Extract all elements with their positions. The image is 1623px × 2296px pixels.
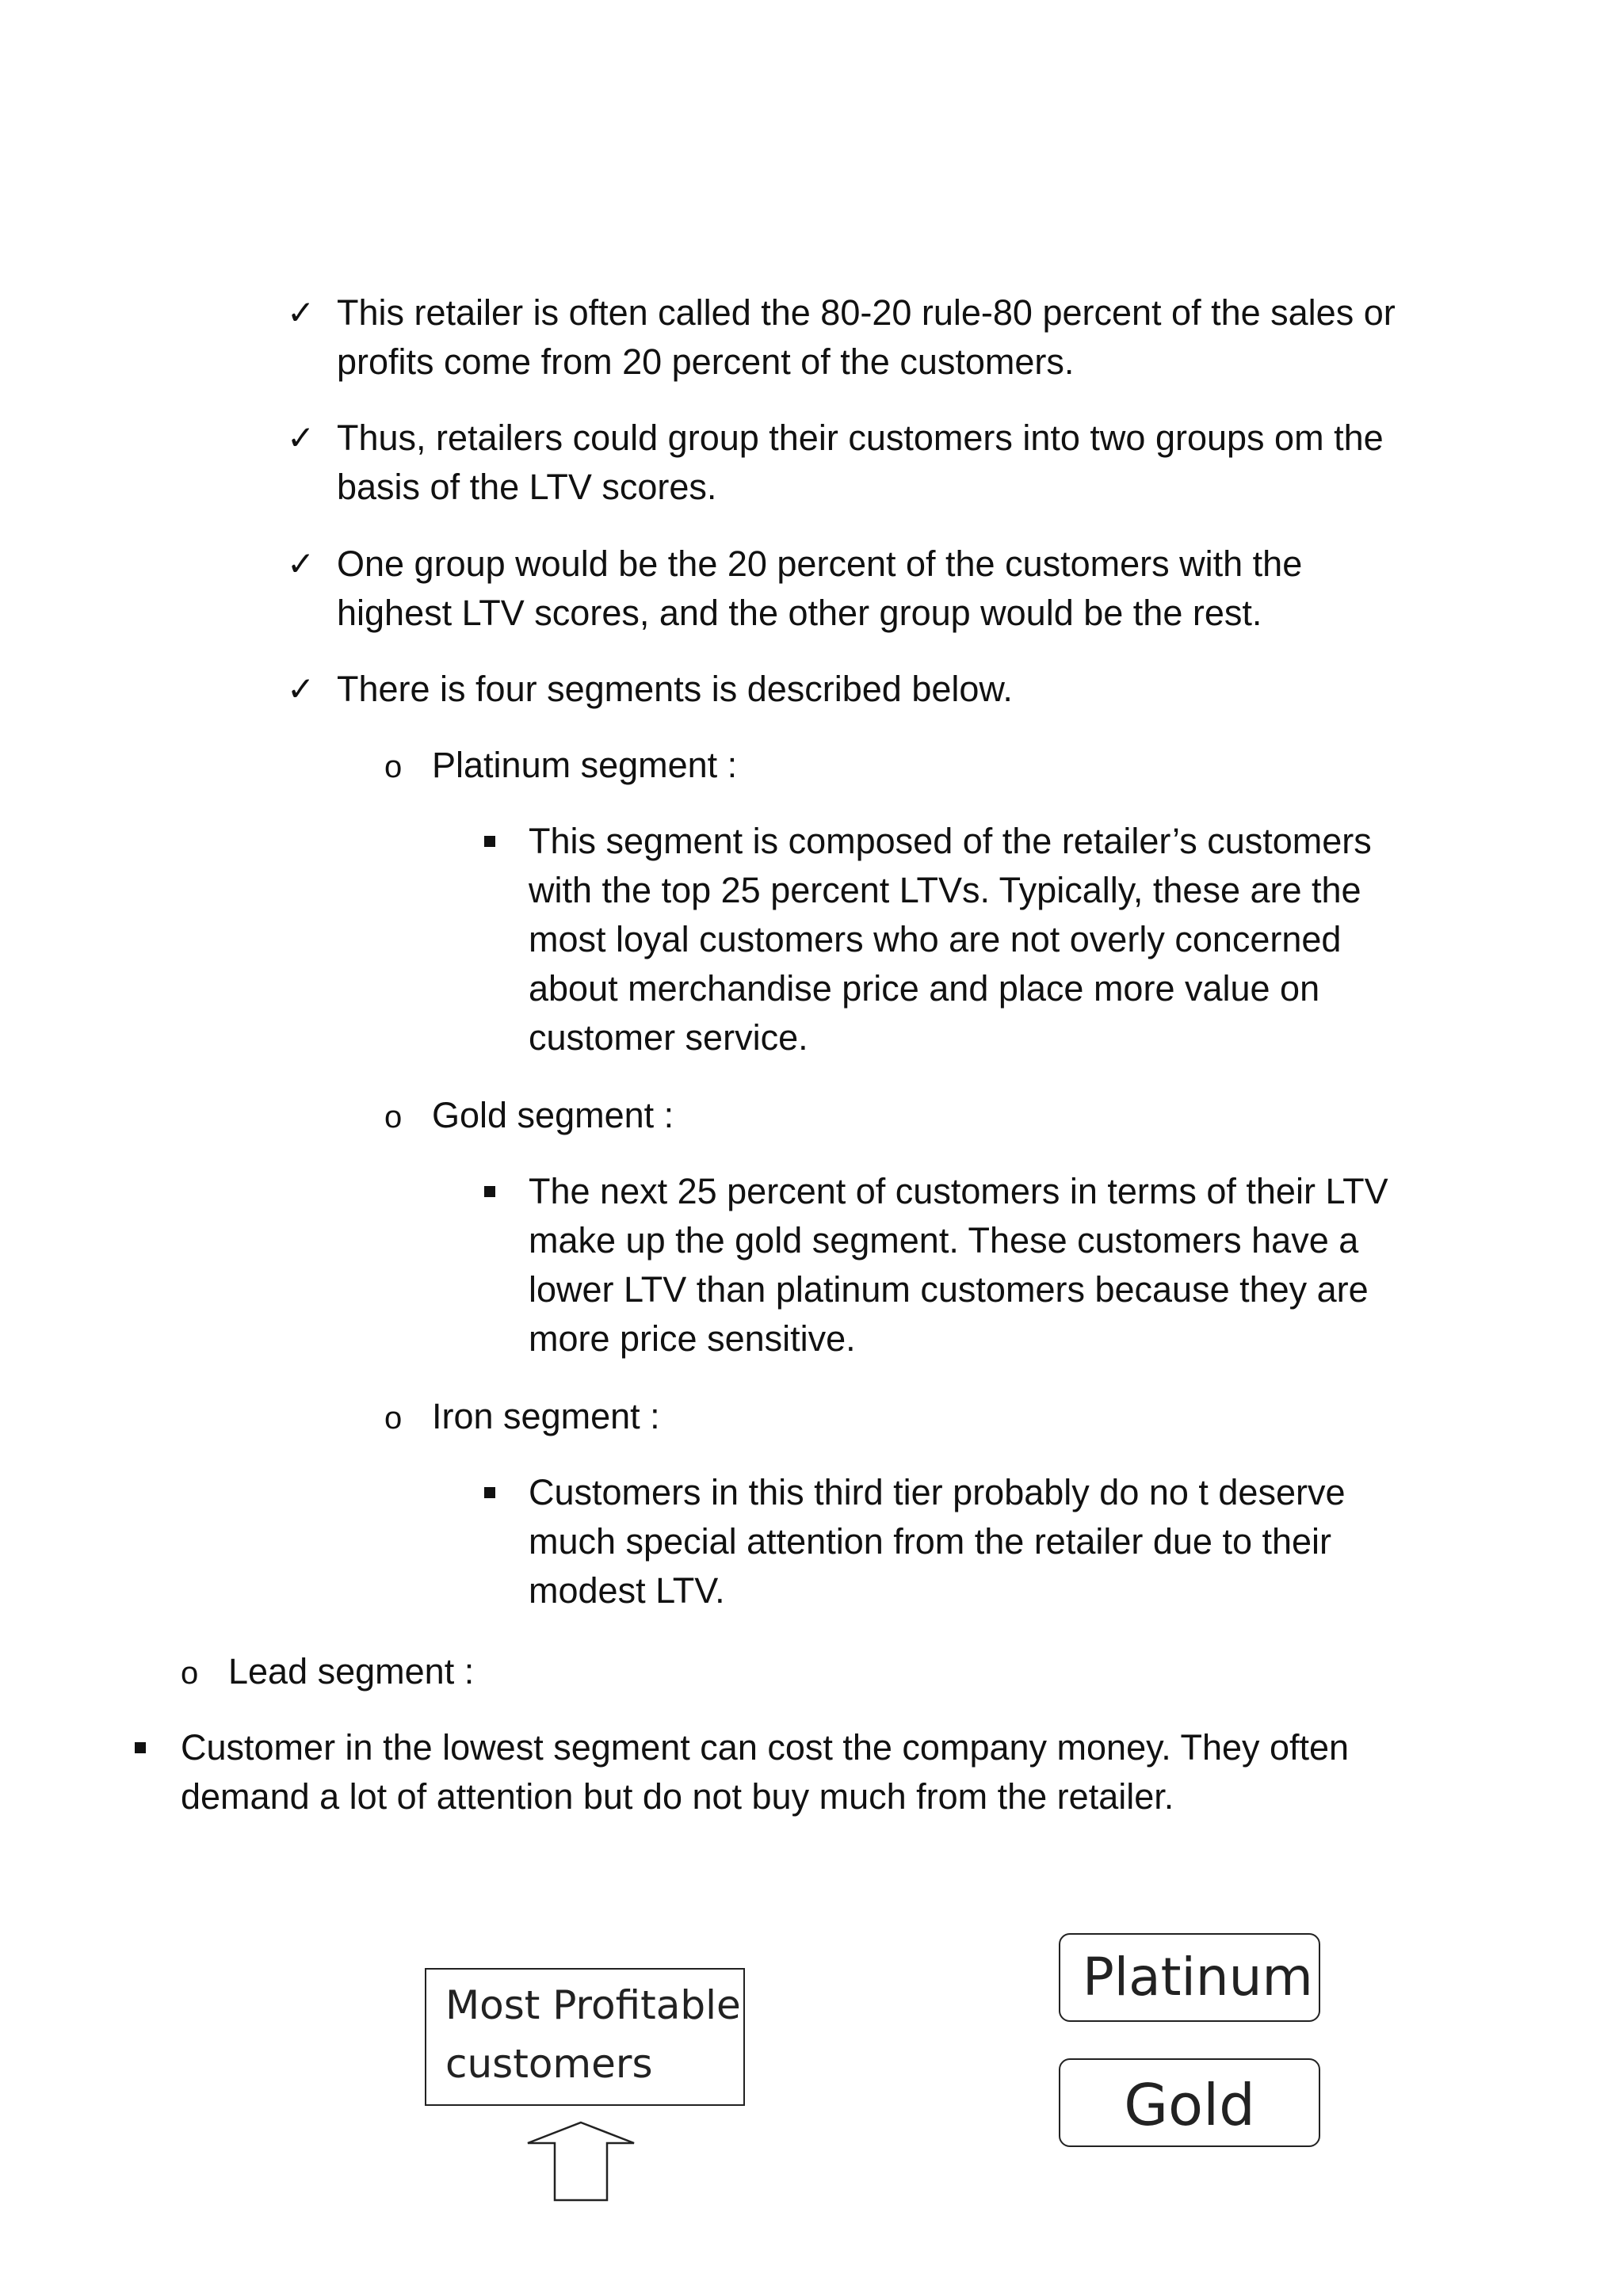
circle-bullet-icon: o [384,1401,403,1436]
check-icon: ✓ [287,293,315,332]
check-icon: ✓ [287,418,315,457]
segment-heading-gold: Gold segment : [432,1095,674,1135]
segment-desc-gold: The next 25 percent of customers in terms of their LTV make up the gold segment. These customers have a lower LTV than platinum customers because they are more price sensitive. [529,1171,1388,1359]
square-bullet-icon [135,1742,146,1753]
bullet-text-1: This retailer is often called the 80-20 rule-80 percent of the sales or profits come from 20 percent of the customers. [337,292,1396,382]
check-icon: ✓ [287,669,315,708]
square-bullet-icon [484,836,495,847]
bullet-text-2: Thus, retailers could group their customers into two groups om the basis of the LTV scores. [337,418,1384,507]
segment-heading-platinum: Platinum segment : [432,745,738,785]
circle-bullet-icon: o [181,1656,199,1691]
segment-desc-iron: Customers in this third tier probably do no t deserve much special attention from the retailer due to their modest LTV. [529,1472,1346,1611]
gold-box-label: Gold [1124,2072,1255,2138]
platinum-box-label: Platinum [1083,1947,1313,2008]
segment-desc-platinum: This segment is composed of the retailer’s customers with the top 25 percent LTVs. Typically, these are the most loyal customers who are not overly concerned about merchandise price and place more value on customer service. [529,821,1372,1058]
most-profitable-label-line1: Most Profitable [445,1982,741,2028]
square-bullet-icon [484,1186,495,1197]
check-icon: ✓ [287,544,315,583]
circle-bullet-icon: o [384,749,403,784]
bullet-text-3: One group would be the 20 percent of the customers with the highest LTV scores, and the other group would be the rest. [337,543,1303,633]
most-profitable-label-line2: customers [445,2041,653,2087]
up-arrow-icon [523,2119,639,2203]
segment-heading-lead: Lead segment : [228,1651,475,1691]
square-bullet-icon [484,1487,495,1498]
segment-desc-lead: Customer in the lowest segment can cost the company money. They often demand a lot of attention but do not buy much from the retailer. [181,1727,1350,1817]
circle-bullet-icon: o [384,1100,403,1135]
bullet-text-4: There is four segments is described below. [337,669,1013,709]
segment-heading-iron: Iron segment : [432,1396,660,1436]
